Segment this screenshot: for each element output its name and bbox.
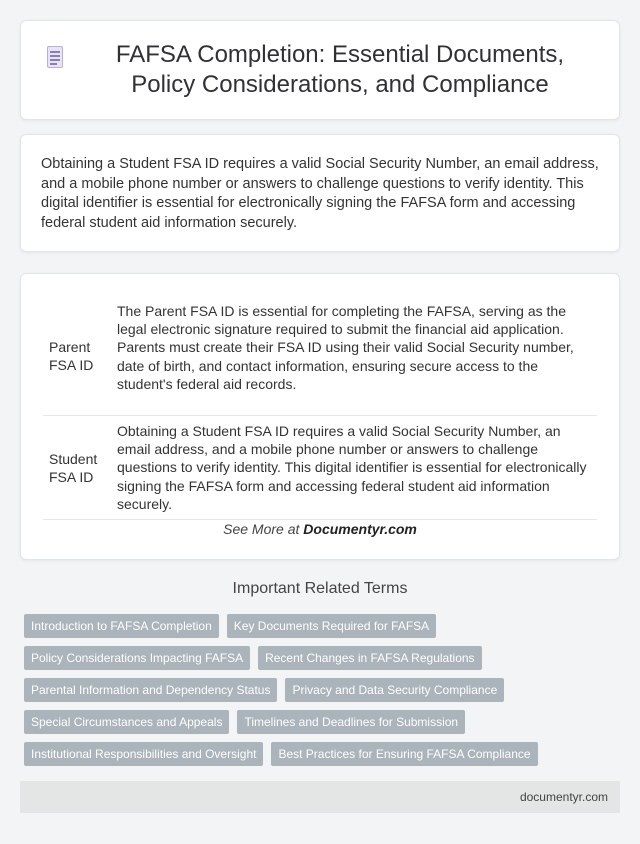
footer <box>20 781 620 813</box>
document-icon <box>41 44 69 72</box>
tag-row <box>24 710 624 734</box>
definition-description: Obtaining a Student FSA ID requires a valid Social Security Number, an email address, and a mobile phone number or answers to challenge questions to verify identity. This digital identifier is essential for electronically signing the FAFSA form and accessing federal student aid information securely. <box>117 423 587 512</box>
related-tag[interactable]: Introduction to FAFSA Completion <box>24 614 219 638</box>
related-tag[interactable]: Recent Changes in FAFSA Regulations <box>258 646 481 670</box>
see-more-link[interactable] <box>21 521 619 537</box>
intro-card <box>20 134 620 252</box>
definition-description: The Parent FSA ID is essential for completing the FAFSA, serving as the legal electronic signature required to submit the financial aid application. Parents must create their FSA ID using their valid Social Security number, date of birth, and contact information, ensuring secure access to the student's federal aid records. <box>117 303 574 392</box>
tag-row <box>24 742 624 766</box>
page-title: FAFSA Completion: Essential Documents, Policy Considerations, and Compliance <box>115 41 565 98</box>
related-tag[interactable]: Key Documents Required for FAFSA <box>227 614 436 638</box>
related-tag[interactable]: Privacy and Data Security Compliance <box>285 678 504 702</box>
related-tag[interactable]: Parental Information and Dependency Status <box>24 678 277 702</box>
definition-term: Parent FSA ID <box>49 338 94 373</box>
definitions-card <box>20 273 620 560</box>
footer-site-link[interactable]: documentyr.com <box>519 790 608 804</box>
tag-row <box>24 678 624 702</box>
related-tag[interactable]: Best Practices for Ensuring FAFSA Compliance <box>271 742 537 766</box>
tag-row <box>24 614 624 638</box>
related-terms-heading: Important Related Terms <box>232 580 408 597</box>
definition-row <box>43 296 597 416</box>
related-tag[interactable]: Timelines and Deadlines for Submission <box>237 710 465 734</box>
tag-row <box>24 646 624 670</box>
related-tag[interactable]: Policy Considerations Impacting FAFSA <box>24 646 250 670</box>
definition-row <box>43 416 597 520</box>
see-more-prefix: See More at <box>223 521 304 537</box>
definition-term: Student FSA ID <box>49 450 98 485</box>
see-more-site[interactable]: Documentyr.com <box>303 521 417 537</box>
related-tags <box>24 614 624 774</box>
title-card <box>20 20 620 120</box>
title-wrap <box>21 40 619 100</box>
related-tag[interactable]: Institutional Responsibilities and Oversight <box>24 742 263 766</box>
intro-text: Obtaining a Student FSA ID requires a valid Social Security Number, an email address, and a mobile phone number or answers to challenge questions to verify identity. This digital identifier is essential for electronically signing the FAFSA form and accessing federal student aid information securely. <box>41 156 599 231</box>
related-tag[interactable]: Special Circumstances and Appeals <box>24 710 229 734</box>
